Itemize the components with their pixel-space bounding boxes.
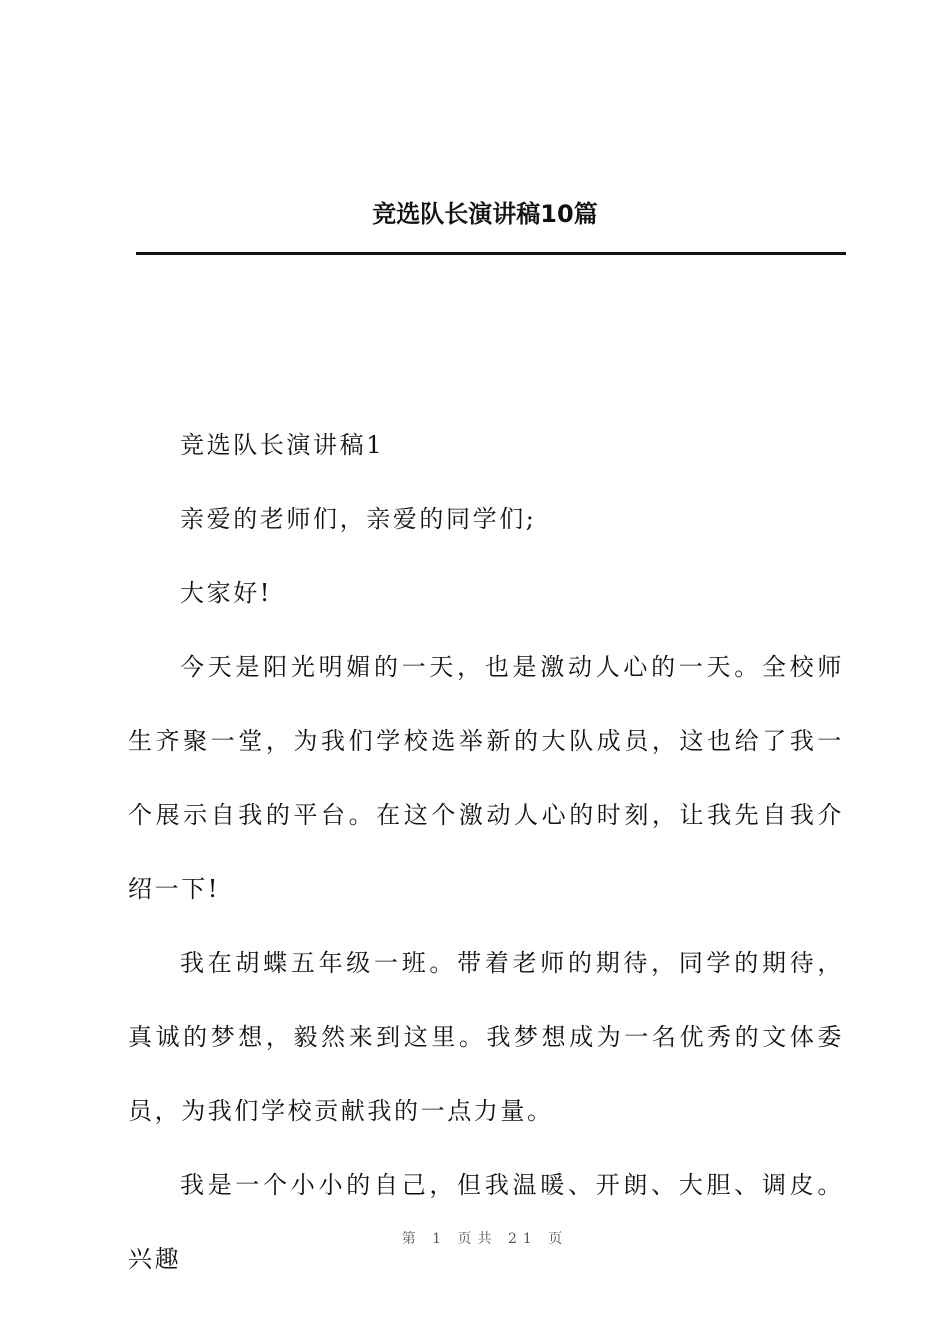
document-body [128,408,844,1296]
footer-suffix: 页 [548,1231,569,1247]
greeting: 大家好! [180,579,273,607]
paragraph: 我在胡蝶五年级一班。带着老师的期待，同学的期待，真诚的梦想，毅然来到这里。我梦想成为一名优秀的文体委员，为我们学校贡献我的一点力量。 [128,949,844,1125]
footer-middle: 页共 [457,1231,498,1247]
page-footer [0,1228,950,1250]
paragraph: 今天是阳光明媚的一天，也是激动人心的一天。全校师生齐聚一堂，为我们学校选举新的大队成员，这也给了我一个展示自我的平台。在这个激动人心的时刻，让我先自我介绍一下! [128,653,844,903]
salutation: 亲爱的老师们，亲爱的同学们; [180,505,537,533]
footer-prefix: 第 [401,1231,422,1247]
footer-page-number: 1 [432,1231,448,1247]
section-heading: 竞选队长演讲稿1 [180,431,385,459]
title-underline [136,252,846,255]
paragraph: 我是一个小小的自己，但我温暖、开朗、大胆、调皮。兴趣 [128,1171,844,1273]
footer-total-pages: 21 [508,1231,538,1247]
document-title: 竞选队长演讲稿10篇 [372,200,598,228]
